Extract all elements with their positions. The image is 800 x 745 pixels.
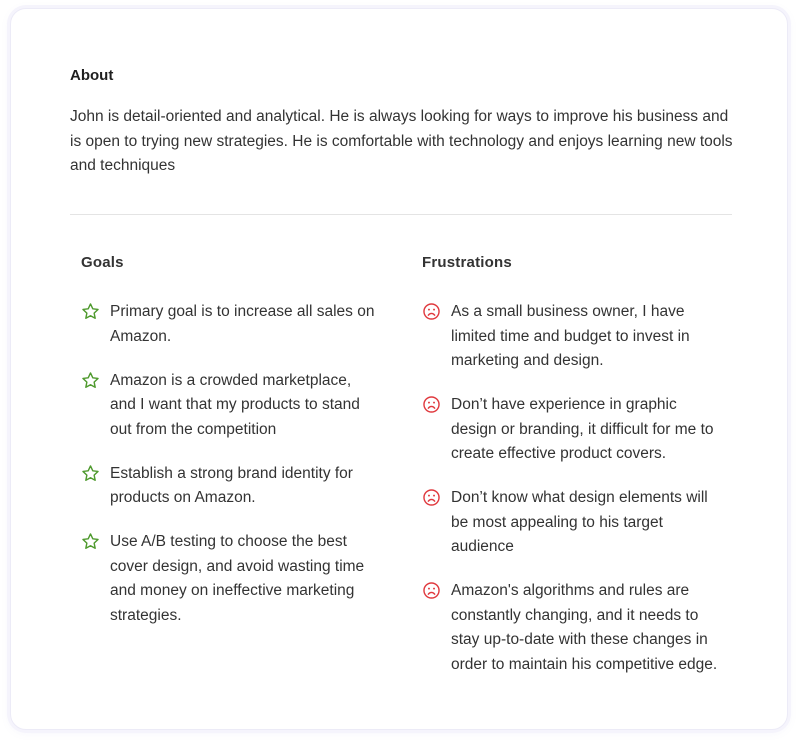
goal-item [81, 300, 381, 349]
star-icon [81, 464, 100, 483]
frustration-text: Amazon's algorithms and rules are constantly changing, and it needs to stay up-to-date with these changes in order to maintain his competitive edge. [451, 582, 718, 673]
frustration-text: As a small business owner, I have limited time and budget to invest in marketing and design. [451, 303, 690, 369]
goal-item [81, 369, 381, 443]
frustrations-list [422, 300, 722, 697]
frustration-item [422, 300, 722, 374]
star-icon [81, 302, 100, 321]
goal-text: Amazon is a crowded marketplace, and I want that my products to stand out from the competition [110, 371, 360, 438]
goals-heading: Goals [81, 254, 124, 271]
sad-face-icon [422, 488, 441, 507]
goal-text: Establish a strong brand identity for products on Amazon. [110, 464, 353, 506]
frustrations-heading: Frustrations [422, 254, 512, 271]
sad-face-icon [422, 395, 441, 414]
section-divider [70, 214, 732, 215]
goal-text: Use A/B testing to choose the best cover design, and avoid wasting time and money on ineffective marketing strategies. [110, 533, 365, 624]
goal-item [81, 530, 381, 628]
frustration-item [422, 393, 722, 467]
star-icon [81, 371, 100, 390]
about-text: John is detail-oriented and analytical. He is always looking for ways to improve his business and is open to trying new strategies. He is comfortable with technology and enjoys learning new tools and techniques [70, 108, 733, 174]
sad-face-icon [422, 581, 441, 600]
frustration-text: Don’t have experience in graphic design or branding, it difficult for me to create effective product covers. [451, 396, 714, 462]
about-heading: About [70, 67, 114, 84]
frustration-item [422, 579, 722, 677]
star-icon [81, 532, 100, 551]
goals-list [81, 300, 381, 648]
sad-face-icon [422, 302, 441, 321]
frustration-text: Don’t know what design elements will be most appealing to his target audience [451, 489, 708, 555]
goal-text: Primary goal is to increase all sales on Amazon. [110, 303, 375, 345]
persona-card [10, 8, 788, 730]
goal-item [81, 462, 381, 511]
frustration-item [422, 486, 722, 560]
